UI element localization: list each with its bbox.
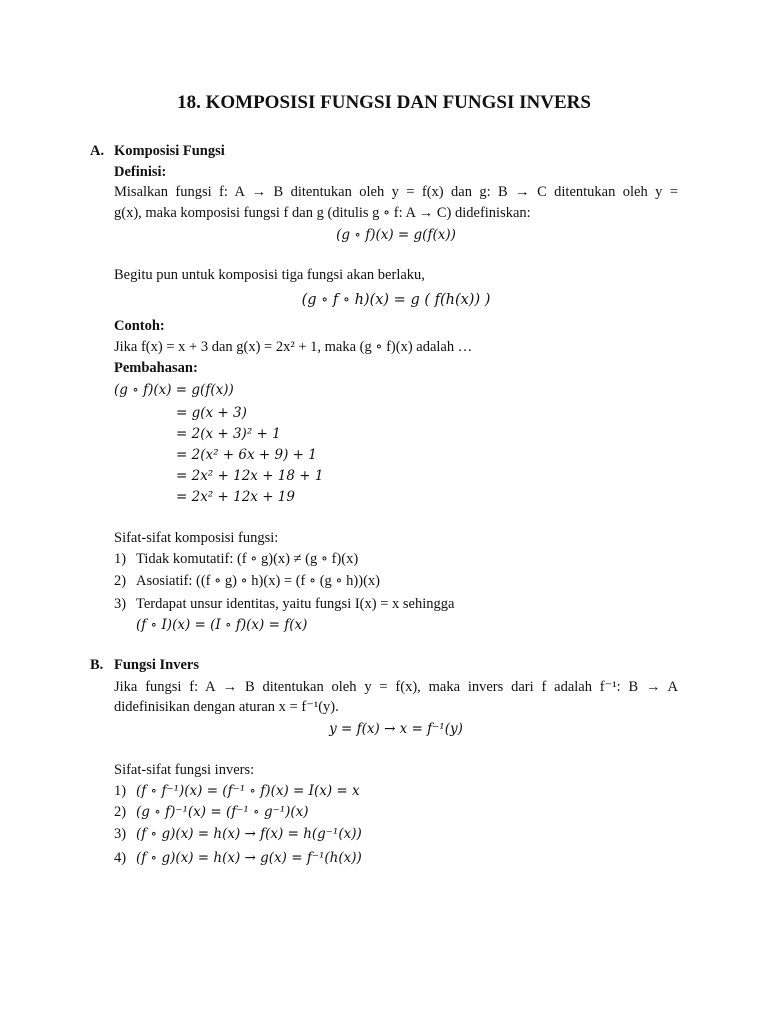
list-item: (f ∘ g)(x) = h(x) → g(x) = f⁻¹(h(x)) [136,850,362,866]
definition-formula: (g ∘ f)(x) = g(f(x)) [336,227,456,243]
invers-formula: y = f(x) → x = f⁻¹(y) [329,721,463,737]
pembahasan-label: Pembahasan: [114,360,198,376]
solution-step: (g ∘ f)(x) = g(f(x)) [114,382,234,398]
list-item: (g ∘ f)⁻¹(x) = (f⁻¹ ∘ g⁻¹)(x) [136,804,309,820]
list-number: 4) [114,850,127,866]
list-item: (f ∘ f⁻¹)(x) = (f⁻¹ ∘ f)(x) = I(x) = x [136,783,360,799]
list-number: 1) [114,783,127,799]
contoh-label: Contoh: [114,318,165,334]
section-b-marker: B. [90,657,104,673]
invers-line-2: didefinisikan dengan aturan x = f⁻¹(y). [114,699,339,715]
list-item: Tidak komutatif: (f ∘ g)(x) ≠ (g ∘ f)(x) [136,551,359,567]
three-composition-formula: (g ∘ f ∘ h)(x) = g ( f(h(x)) ) [301,292,491,308]
list-number: 1) [114,551,127,567]
section-a-heading: Komposisi Fungsi [114,143,225,159]
list-number: 2) [114,573,127,589]
list-item: (f ∘ g)(x) = h(x) → f(x) = h(g⁻¹(x)) [136,826,362,842]
section-a-marker: A. [90,143,105,159]
solution-step: = 2(x² + 6x + 9) + 1 [176,447,317,463]
section-b-heading: Fungsi Invers [114,657,200,673]
list-item: Asosiatif: ((f ∘ g) ∘ h)(x) = (f ∘ (g ∘ h))(x) [136,573,380,589]
solution-step: = 2x² + 12x + 18 + 1 [176,468,324,484]
definition-line-2: g(x), maka komposisi fungsi f dan g (ditulis g ∘ f: A → C) didefiniskan: [114,205,531,221]
definition-line-1: Misalkan fungsi f: A → B ditentukan oleh y = f(x) dan g: B → C ditentukan oleh y = [114,184,678,200]
solution-step: = 2(x + 3)² + 1 [176,426,281,442]
identity-formula: (f ∘ I)(x) = (I ∘ f)(x) = f(x) [136,617,308,633]
list-number: 3) [114,826,127,842]
list-item: Terdapat unsur identitas, yaitu fungsi I(x) = x sehingga [136,596,455,612]
definisi-label: Definisi: [114,164,167,180]
list-number: 2) [114,804,127,820]
list-number: 3) [114,596,127,612]
contoh-text: Jika f(x) = x + 3 dan g(x) = 2x² + 1, maka (g ∘ f)(x) adalah … [114,339,473,355]
solution-step: = g(x + 3) [176,405,247,421]
invers-line-1: Jika fungsi f: A → B ditentukan oleh y = f(x), maka invers dari f adalah f⁻¹: B → A [114,679,678,695]
sifat-invers-title: Sifat-sifat fungsi invers: [114,762,255,778]
solution-step: = 2x² + 12x + 19 [176,489,295,505]
page-title: 18. KOMPOSISI FUNGSI DAN FUNGSI INVERS [177,92,591,113]
sifat-komposisi-title: Sifat-sifat komposisi fungsi: [114,530,279,546]
three-composition-intro: Begitu pun untuk komposisi tiga fungsi akan berlaku, [114,267,425,283]
